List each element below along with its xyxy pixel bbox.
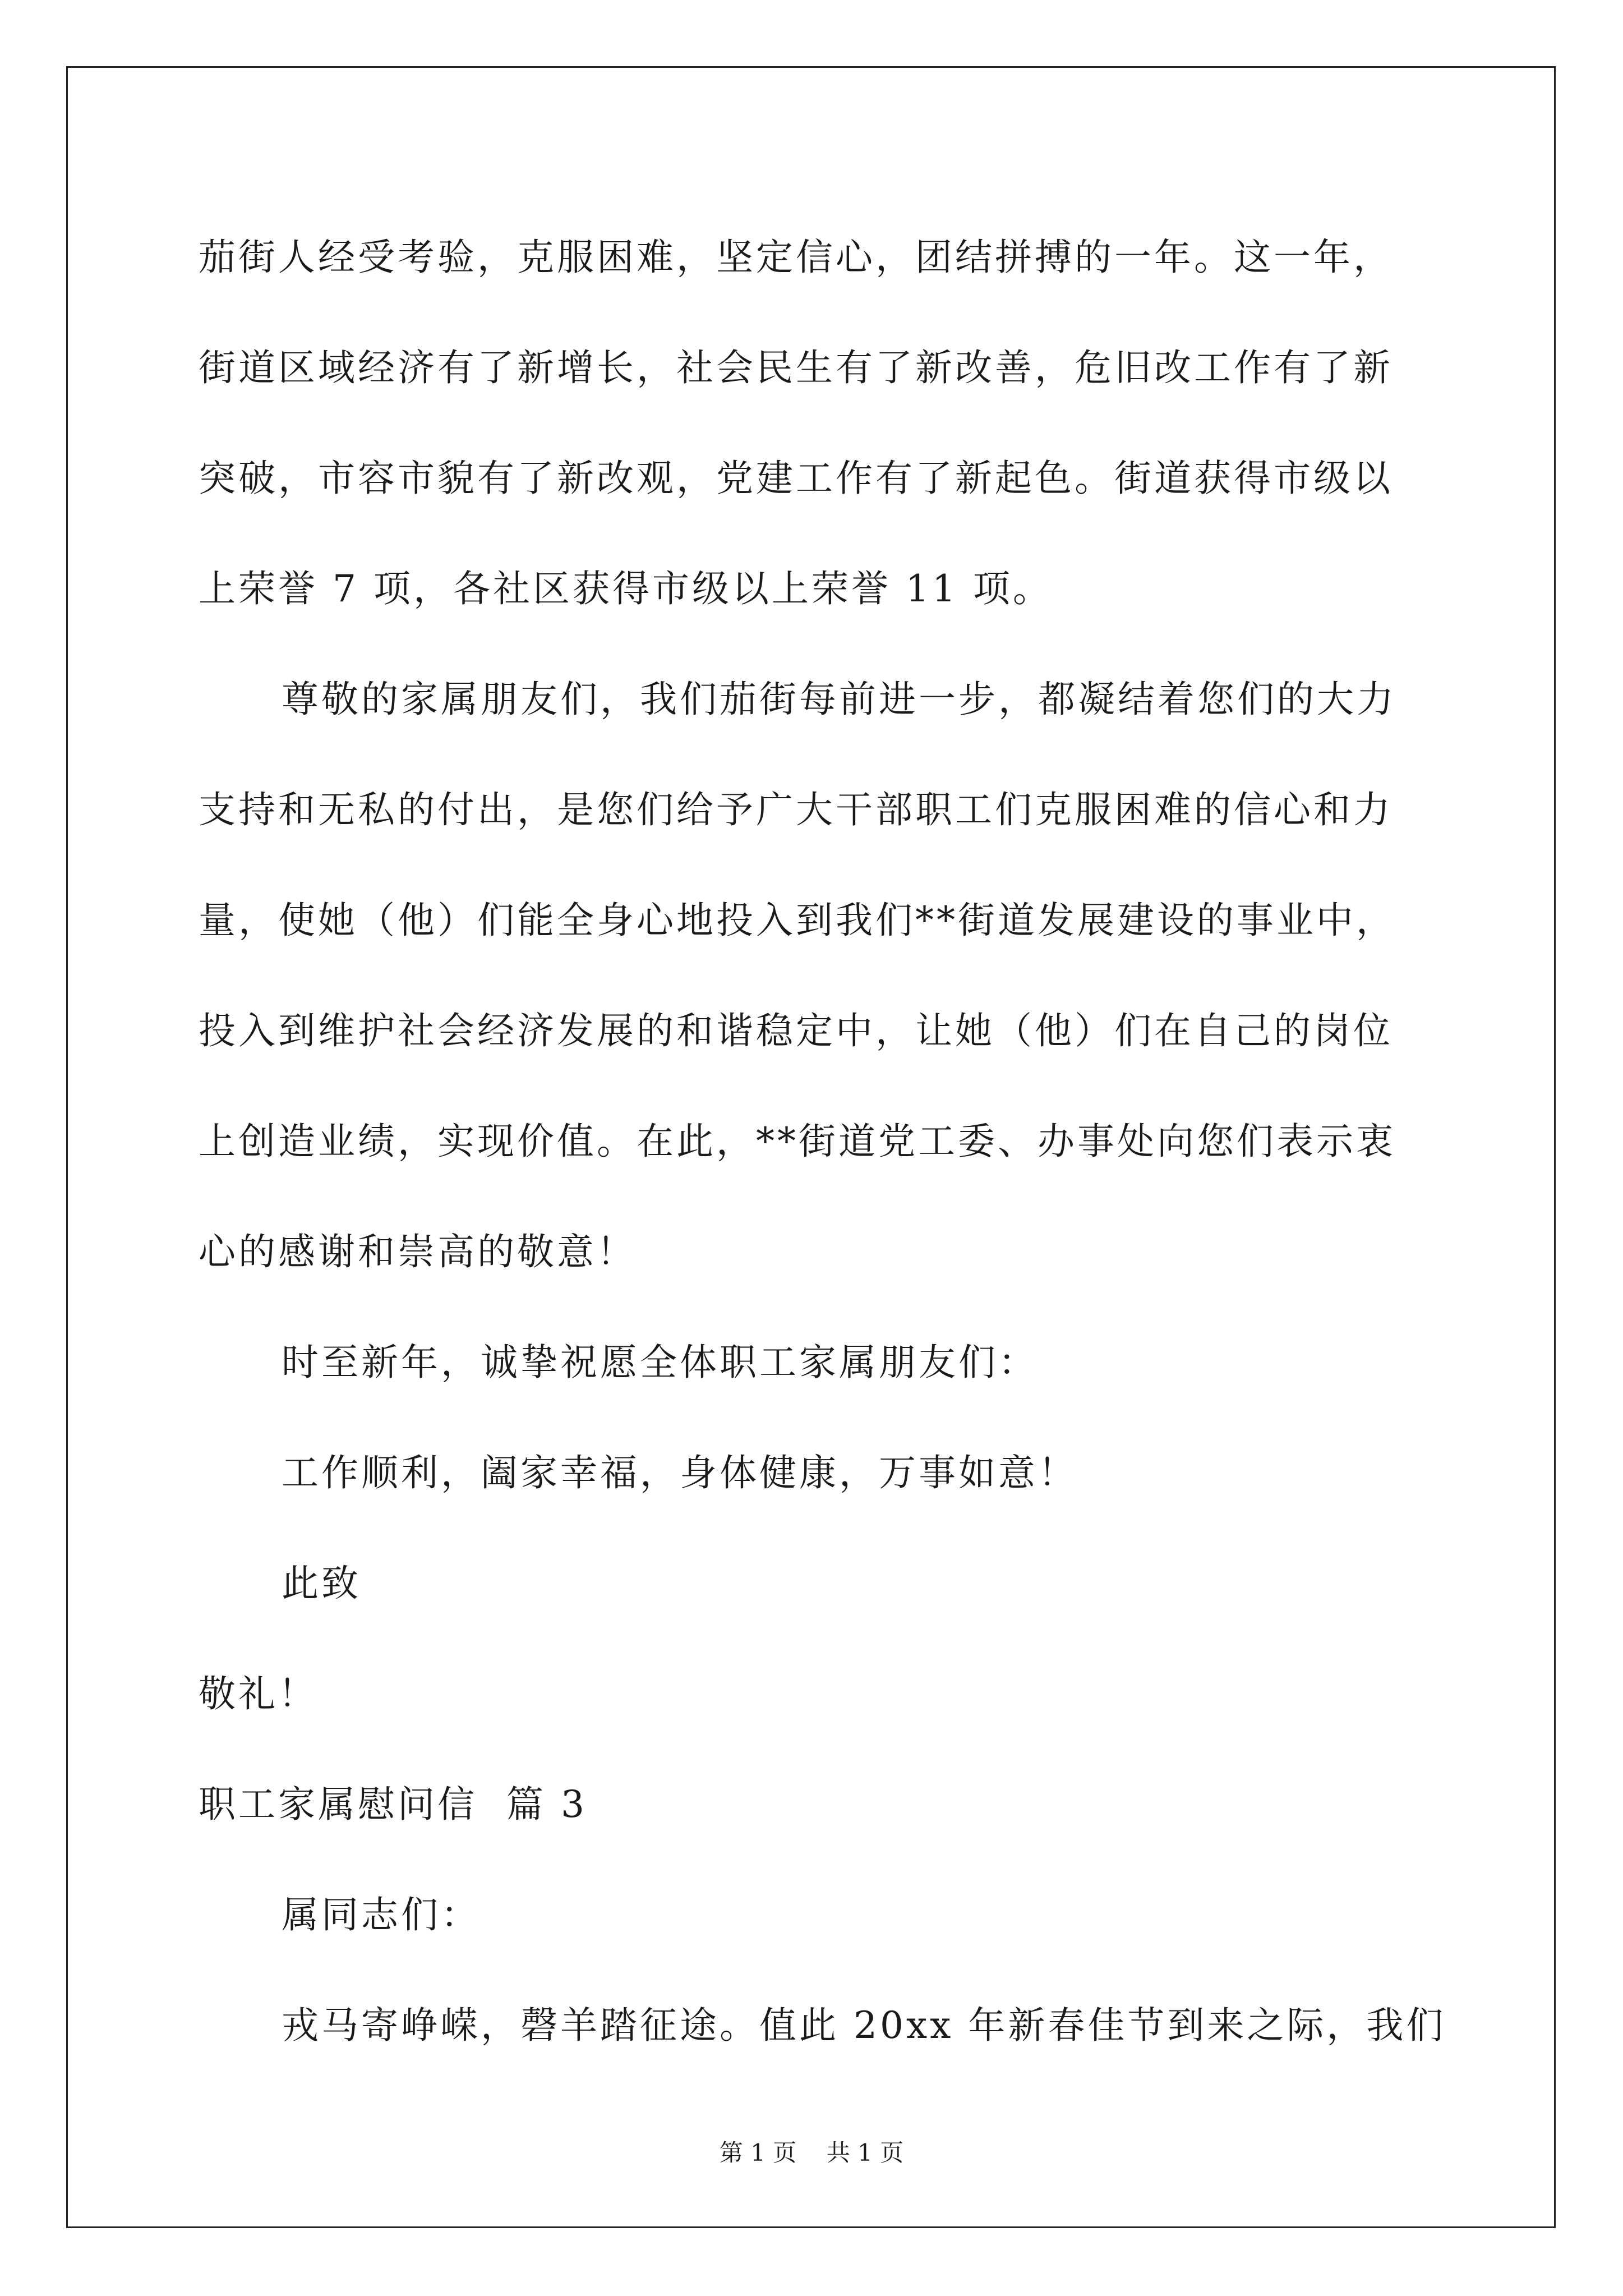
- paragraph-line: 尊敬的家属朋友们，我们茄街每前进一步，都凝结着您们的大力: [282, 678, 1396, 721]
- paragraph-line: 上荣誉 7 项，各社区获得市级以上荣誉 11 项。: [199, 567, 1053, 610]
- section-title: 职工家属慰问信 篇 3: [199, 1783, 587, 1826]
- wish-text: 工作顺利，阖家幸福，身体健康，万事如意！: [282, 1451, 1078, 1494]
- paragraph-line: 街道区域经济有了新增长，社会民生有了新改善，危旧改工作有了新: [199, 346, 1393, 389]
- page-footer: 第 1 页 共 1 页: [719, 2139, 904, 2166]
- greeting-text: 属同志们：: [282, 1893, 481, 1936]
- paragraph-line: 茄街人经受考验，克服困难，坚定信心，团结拼搏的一年。这一年，: [199, 236, 1393, 279]
- paragraph-line: 投入到维护社会经济发展的和谐稳定中，让她（他）们在自己的岗位: [199, 1009, 1393, 1052]
- paragraph-line: 上创造业绩，实现价值。在此，**街道党工委、办事处向您们表示衷: [199, 1120, 1396, 1163]
- closing-text: 此致: [282, 1562, 361, 1605]
- paragraph-line: 量，使她（他）们能全身心地投入到我们**街道发展建设的事业中，: [199, 899, 1396, 942]
- salute-text: 敬礼！: [199, 1672, 318, 1715]
- wish-intro: 时至新年，诚挚祝愿全体职工家属朋友们：: [282, 1341, 1038, 1384]
- paragraph-line: 突破，市容市貌有了新改观，党建工作有了新起色。街道获得市级以: [199, 457, 1393, 500]
- document-body: [199, 202, 1446, 2081]
- paragraph-line: 支持和无私的付出，是您们给予广大干部职工们克服困难的信心和力: [199, 788, 1393, 831]
- paragraph-line: 戎马寄峥嵘，磬羊踏征途。值此 20xx 年新春佳节到来之际，我们: [282, 2004, 1446, 2047]
- paragraph-line: 心的感谢和崇高的敬意！: [199, 1230, 637, 1273]
